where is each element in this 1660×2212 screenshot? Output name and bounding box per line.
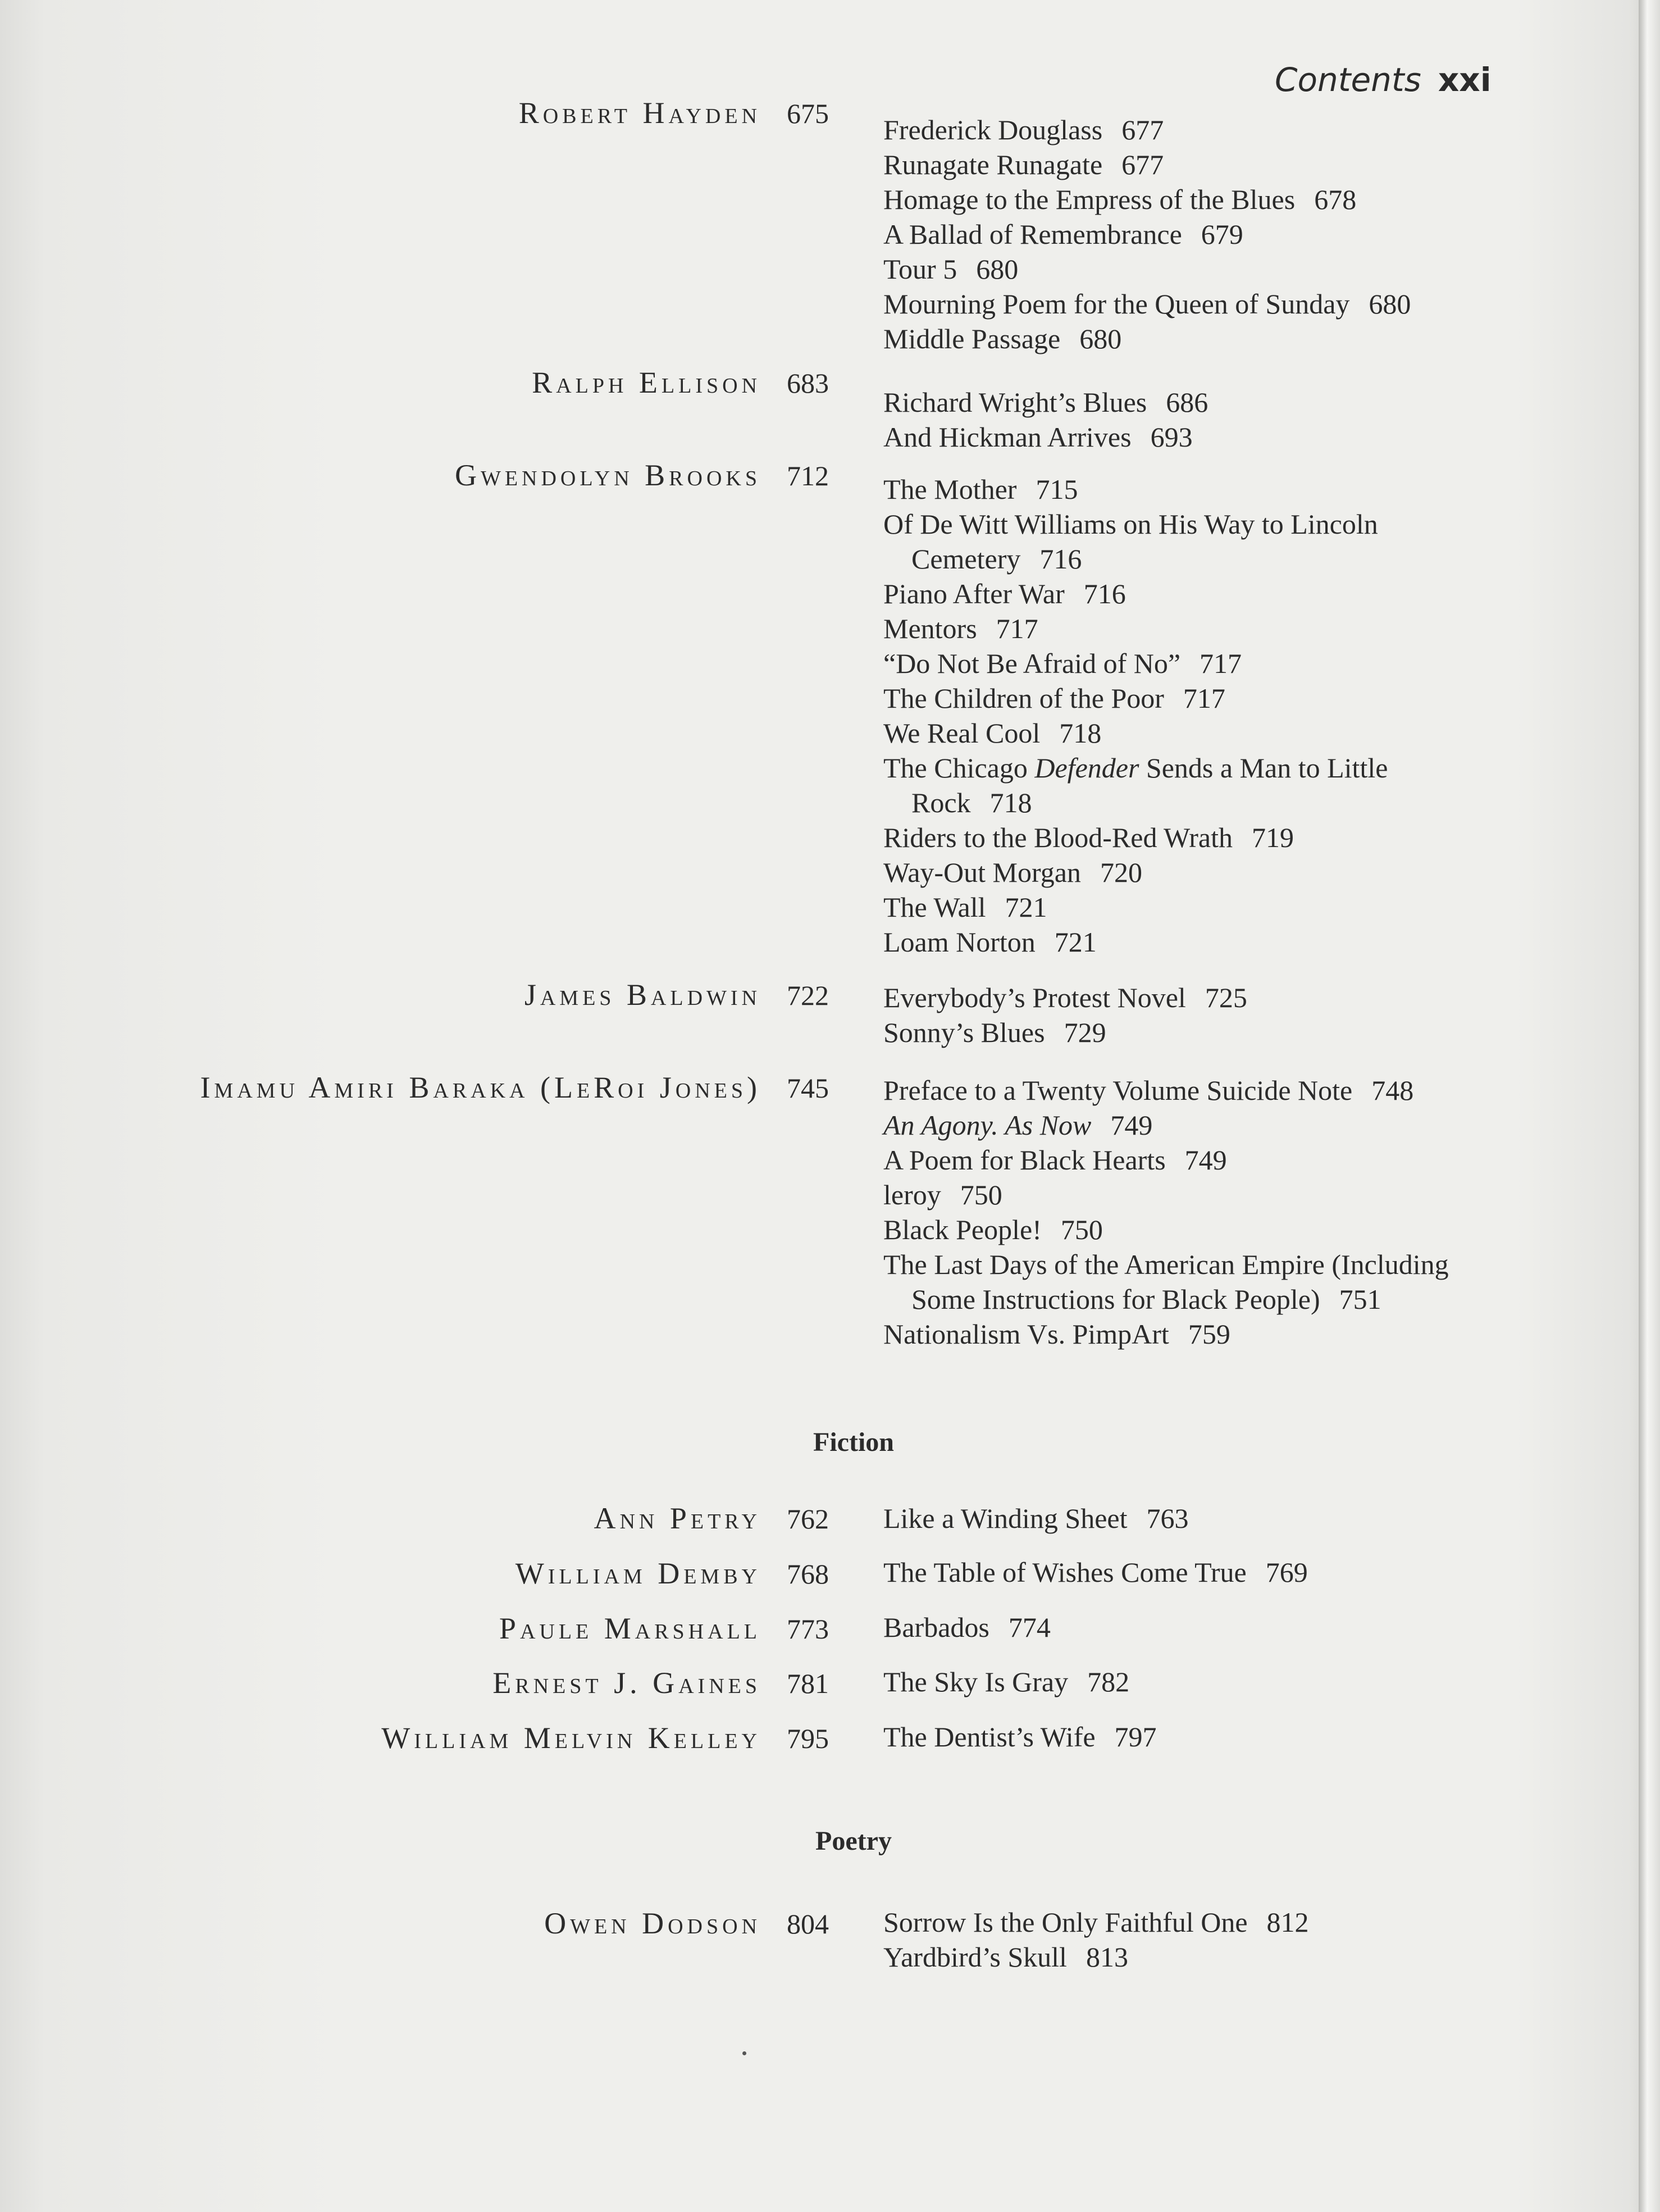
work-page-number: 812 (1266, 1906, 1309, 1938)
author-name: Ann Petry (594, 1501, 761, 1535)
work-entry (883, 855, 1495, 890)
stray-mark (742, 2051, 746, 2055)
work-page-number: 751 (1339, 1283, 1381, 1315)
work-entry (883, 420, 1495, 454)
author-page-number: 722 (787, 980, 829, 1011)
work-page-number: 749 (1184, 1144, 1227, 1176)
author-entry (381, 1721, 829, 1755)
work-page-number: 720 (1100, 857, 1142, 888)
work-title: Loam Norton (883, 926, 1036, 958)
work-list (883, 1664, 1495, 1699)
author-page-number: 683 (787, 367, 829, 399)
work-entry (883, 1501, 1495, 1536)
work-title: Sonny’s Blues (883, 1017, 1045, 1048)
work-title: Mentors (883, 613, 977, 644)
work-title: Like a Winding Sheet (883, 1503, 1128, 1534)
work-page-number: 716 (1083, 578, 1126, 609)
work-title: Middle Passage (883, 323, 1061, 354)
work-entry (883, 321, 1495, 356)
author-entry (200, 1070, 829, 1105)
work-page-number: 716 (1039, 543, 1082, 575)
work-list (883, 1073, 1495, 1351)
work-title: The Children of the Poor (883, 682, 1164, 714)
work-title: Black People! (883, 1214, 1042, 1245)
work-title: A Poem for Black Hearts (883, 1144, 1166, 1176)
work-entry (883, 1664, 1495, 1699)
work-page-number: 749 (1110, 1109, 1153, 1141)
work-page-number: 717 (1200, 648, 1242, 679)
work-title: Way-Out Morgan (883, 857, 1081, 888)
running-head (1275, 61, 1492, 99)
work-page-number: 748 (1371, 1075, 1414, 1106)
author-name: Owen Dodson (544, 1906, 761, 1940)
work-title: The Sky Is Gray (883, 1666, 1069, 1697)
work-title: The Dentist’s Wife (883, 1721, 1096, 1753)
work-list (883, 385, 1495, 454)
work-entry (883, 1317, 1495, 1351)
running-head-page-number: xxi (1438, 61, 1492, 99)
work-page-number: 813 (1086, 1941, 1128, 1973)
work-entry (883, 1177, 1495, 1212)
work-list (883, 1610, 1495, 1645)
work-title: Yardbird’s Skull (883, 1941, 1067, 1973)
work-entry (883, 1610, 1495, 1645)
author-entry (544, 1906, 829, 1941)
work-page-number: 680 (976, 253, 1019, 285)
author-entry (499, 1611, 829, 1646)
work-page-number: 782 (1087, 1666, 1130, 1697)
work-entry (883, 820, 1495, 855)
work-title: Frederick Douglass (883, 114, 1103, 145)
work-list (883, 980, 1495, 1050)
work-entry (883, 1247, 1495, 1317)
author-entry (532, 365, 829, 400)
work-entry (883, 472, 1495, 507)
work-title: We Real Cool (883, 717, 1041, 749)
work-page-number: 797 (1114, 1721, 1157, 1753)
work-title: The Chicago (883, 752, 1035, 784)
author-name: William Melvin Kelley (381, 1721, 761, 1755)
work-page-number: 693 (1150, 421, 1193, 453)
work-page-number: 763 (1146, 1503, 1189, 1534)
author-name: Ralph Ellison (532, 366, 761, 399)
work-page-number: 718 (1059, 717, 1102, 749)
work-page-number: 774 (1008, 1612, 1051, 1643)
author-entry (525, 977, 829, 1012)
work-entry (883, 217, 1495, 252)
author-name: Robert Hayden (518, 96, 761, 130)
work-entry (883, 385, 1495, 420)
work-title: Of De Witt Williams on His Way to Lincoln Cemetery (883, 508, 1378, 575)
work-page-number: 721 (1054, 926, 1097, 958)
work-page-number: 721 (1005, 891, 1047, 923)
work-list (883, 472, 1495, 959)
work-title: A Ballad of Remembrance (883, 219, 1182, 250)
work-entry (883, 611, 1495, 646)
work-list (883, 1501, 1495, 1536)
author-page-number: 675 (787, 98, 829, 129)
author-page-number: 768 (787, 1558, 829, 1590)
author-entry (594, 1501, 829, 1536)
work-page-number: 719 (1251, 822, 1294, 853)
author-name: Gwendolyn Brooks (454, 458, 761, 492)
author-name: Imamu Amiri Baraka (LeRoi Jones) (200, 1071, 761, 1104)
work-list (883, 1719, 1495, 1754)
work-page-number: 686 (1166, 386, 1208, 418)
work-title: Mourning Poem for the Queen of Sunday (883, 288, 1350, 320)
author-name: William Demby (515, 1556, 761, 1590)
work-entry (883, 1905, 1495, 1940)
work-page-number: 677 (1121, 149, 1164, 180)
work-page-number: 769 (1265, 1556, 1308, 1588)
work-title: The Wall (883, 891, 986, 923)
work-title: Richard Wright’s Blues (883, 386, 1147, 418)
work-entry (883, 925, 1495, 959)
work-list (883, 112, 1495, 356)
work-entry (883, 147, 1495, 182)
work-title: The Last Days of the American Empire (Including Some Instructions for Black People) (883, 1249, 1449, 1315)
work-title: Barbados (883, 1612, 989, 1643)
work-entry (883, 980, 1495, 1015)
work-title: Sends a Man to Little Rock (911, 752, 1388, 818)
work-title: “Do Not Be Afraid of No” (883, 648, 1181, 679)
work-page-number: 679 (1201, 219, 1243, 250)
work-title: Homage to the Empress of the Blues (883, 184, 1296, 215)
work-list (883, 1905, 1495, 1974)
work-entry (883, 1212, 1495, 1247)
work-title: Sorrow Is the Only Faithful One (883, 1906, 1248, 1938)
work-entry (883, 716, 1495, 750)
work-title: Piano After War (883, 578, 1065, 609)
author-entry (492, 1665, 829, 1700)
work-page-number: 725 (1205, 982, 1247, 1013)
section-heading-fiction: Fiction (813, 1427, 894, 1457)
author-name: Paule Marshall (499, 1612, 761, 1645)
work-entry (883, 1719, 1495, 1754)
author-entry (519, 95, 829, 130)
author-name: James Baldwin (524, 978, 761, 1012)
section-heading-poetry: Poetry (815, 1826, 892, 1856)
work-entry (883, 182, 1495, 217)
author-page-number: 745 (787, 1072, 829, 1104)
author-page-number: 773 (787, 1613, 829, 1645)
work-entry (883, 681, 1495, 716)
work-title: And Hickman Arrives (883, 421, 1132, 453)
work-page-number: 680 (1079, 323, 1122, 354)
work-title: Everybody’s Protest Novel (883, 982, 1186, 1013)
work-entry (883, 252, 1495, 286)
author-name: Ernest J. Gaines (492, 1666, 761, 1700)
work-entry (883, 890, 1495, 925)
work-title: leroy (883, 1179, 941, 1210)
work-entry (883, 576, 1495, 611)
work-entry (883, 646, 1495, 681)
work-page-number: 750 (1060, 1214, 1103, 1245)
work-page-number: 680 (1369, 288, 1411, 320)
author-page-number: 762 (787, 1503, 829, 1535)
running-head-label: Contents (1275, 61, 1421, 99)
work-page-number: 677 (1121, 114, 1164, 145)
author-entry (516, 1556, 829, 1591)
work-page-number: 715 (1036, 474, 1078, 505)
work-title: Riders to the Blood-Red Wrath (883, 822, 1233, 853)
work-title: Nationalism Vs. PimpArt (883, 1318, 1169, 1350)
work-page-number: 750 (960, 1179, 1002, 1210)
page-edge (1639, 0, 1660, 2212)
author-page-number: 781 (787, 1668, 829, 1699)
work-title: The Mother (883, 474, 1017, 505)
work-entry (883, 286, 1495, 321)
work-entry (883, 1143, 1495, 1177)
work-entry (883, 1073, 1495, 1108)
work-entry (883, 112, 1495, 147)
work-entry (883, 507, 1495, 576)
author-page-number: 712 (787, 460, 829, 491)
work-entry (883, 1108, 1495, 1143)
work-list (883, 1555, 1495, 1590)
author-page-number: 804 (787, 1908, 829, 1940)
work-title: Preface to a Twenty Volume Suicide Note (883, 1075, 1353, 1106)
work-title: The Table of Wishes Come True (883, 1556, 1247, 1588)
work-title: Tour 5 (883, 253, 957, 285)
work-page-number: 678 (1314, 184, 1357, 215)
work-page-number: 717 (996, 613, 1038, 644)
author-page-number: 795 (787, 1723, 829, 1754)
work-entry (883, 1940, 1495, 1974)
work-title: Runagate Runagate (883, 149, 1103, 180)
work-page-number: 729 (1064, 1017, 1106, 1048)
work-entry (883, 1015, 1495, 1050)
work-entry (883, 1555, 1495, 1590)
author-entry (455, 458, 829, 493)
work-entry (883, 750, 1495, 820)
work-title-italic: Defender (1034, 752, 1139, 784)
work-page-number: 717 (1183, 682, 1225, 714)
work-page-number: 718 (989, 787, 1032, 818)
work-title-italic: An Agony. As Now (883, 1109, 1092, 1141)
work-page-number: 759 (1188, 1318, 1230, 1350)
